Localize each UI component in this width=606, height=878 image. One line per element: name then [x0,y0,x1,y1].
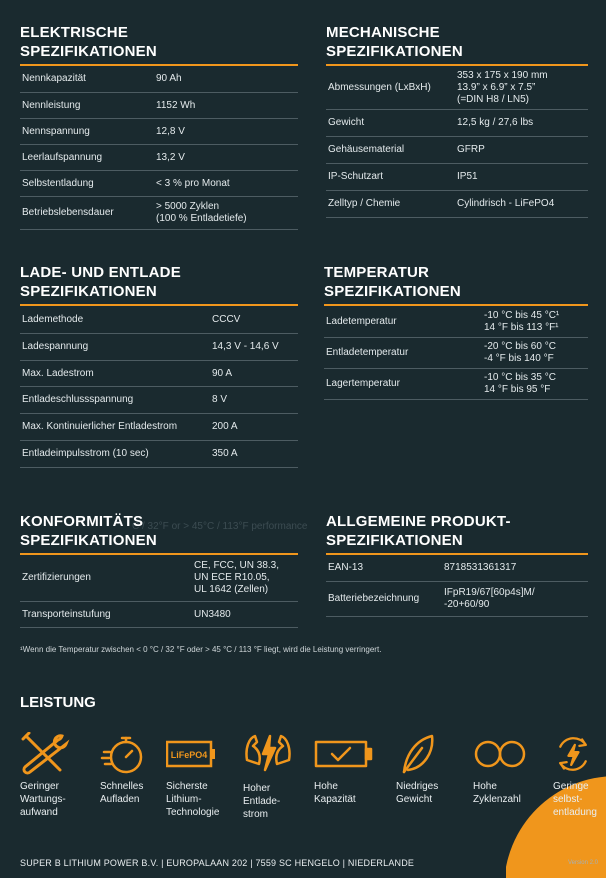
spec-row: Nennkapazität 90 Ah [20,66,298,93]
strong-arms-bolt-icon [243,730,293,774]
spec-row: Abmessungen (LxBxH) 353 x 175 x 190 mm 13.9” x 6.9” x 7.5” (=DIN H8 / LN5) [326,66,588,110]
tools-icon [20,732,70,776]
spec-table [20,555,298,628]
spec-row: Betriebslebensdauer > 5000 Zyklen (100 % Entladetiefe) [20,197,298,230]
infinity-icon [473,732,529,776]
ghost-text: C / 32°F or > 45°C / 113°F performance [132,521,308,532]
section-title: MECHANISCHE SPEZIFIKATIONEN [326,23,588,66]
battery-check-icon [314,732,374,776]
lifepo4-battery-icon [166,732,216,776]
feather-icon [396,732,446,776]
spec-row: Gehäusematerial GFRP [326,137,588,164]
spec-row: Transporteinstufung UN3480 [20,602,298,628]
spec-row: Nennspannung 12,8 V [20,119,298,145]
self-discharge-icon [553,732,593,776]
section-title: TEMPERATUR SPEZIFIKATIONEN [324,263,588,306]
company-footer: SUPER B LITHIUM POWER B.V. | EUROPALAAN 202 | 7559 SC HENGELO | NIEDERLANDE [20,858,415,868]
general-product-specs-section [326,512,588,617]
charge-discharge-specs-section [20,263,298,468]
section-title: KONFORMITÄTS SPEZIFIKATIONEN [20,512,298,555]
spec-row: Nennleistung 1152 Wh [20,93,298,119]
spec-row: Lagertemperatur -10 °C bis 35 °C 14 °F bis 95 °F [324,369,588,400]
spec-row: Lademethode CCCV [20,306,298,334]
spec-table [324,306,588,400]
temperature-specs-section [324,263,588,400]
spec-row: Entladetemperatur -20 °C bis 60 °C -4 °F bis 140 °F [324,338,588,369]
spec-table [326,555,588,617]
battery-icon-label: LiFePO4 [170,750,208,760]
spec-row: Max. Ladestrom 90 A [20,361,298,387]
version-label: Version 2.0 [567,860,598,866]
spec-row: Entladeschlussspannung 8 V [20,387,298,414]
spec-row: Gewicht 12,5 kg / 27,6 lbs [326,110,588,137]
spec-row: Ladetemperatur -10 °C bis 45 °C¹ 14 °F bis 113 °F¹ [324,306,588,338]
section-title: LADE- UND ENTLADE SPEZIFIKATIONEN [20,263,298,306]
section-title: ELEKTRISCHE SPEZIFIKATIONEN [20,23,298,66]
spec-row: Batteriebezeichnung IFpR19/67[60p4s]M/ -20+60/90 [326,582,588,617]
spec-table [326,66,588,218]
spec-row: Max. Kontinuierlicher Entladestrom 200 A [20,414,298,441]
spec-row: Entladeimpulsstrom (10 sec) 350 A [20,441,298,468]
spec-row: Selbstentladung < 3 % pro Monat [20,171,298,197]
mechanical-specs-section [326,23,588,218]
spec-row: Zertifizierungen CE, FCC, UN 38.3, UN ECE R10.05, UL 1642 (Zellen) [20,555,298,602]
conformity-specs-section [20,512,298,628]
spec-row: Ladespannung 14,3 V - 14,6 V [20,334,298,361]
stopwatch-icon [100,732,150,776]
spec-row: Zelltyp / Chemie Cylindrisch - LiFePO4 [326,191,588,218]
spec-row: EAN-13 8718531361317 [326,555,588,582]
spec-table [20,66,298,230]
section-title: ALLGEMEINE PRODUKT- SPEZIFIKATIONEN [326,512,588,555]
performance-title: LEISTUNG [20,694,96,711]
spec-row: IP-Schutzart IP51 [326,164,588,191]
spec-table [20,306,298,468]
electrical-specs-section [20,23,298,230]
temperature-footnote: ¹Wenn die Temperatur zwischen < 0 °C / 32 °F oder > 45 °C / 113 °F liegt, wird die Leistung verringert. [20,645,382,654]
spec-row: Leerlaufspannung 13,2 V [20,145,298,171]
